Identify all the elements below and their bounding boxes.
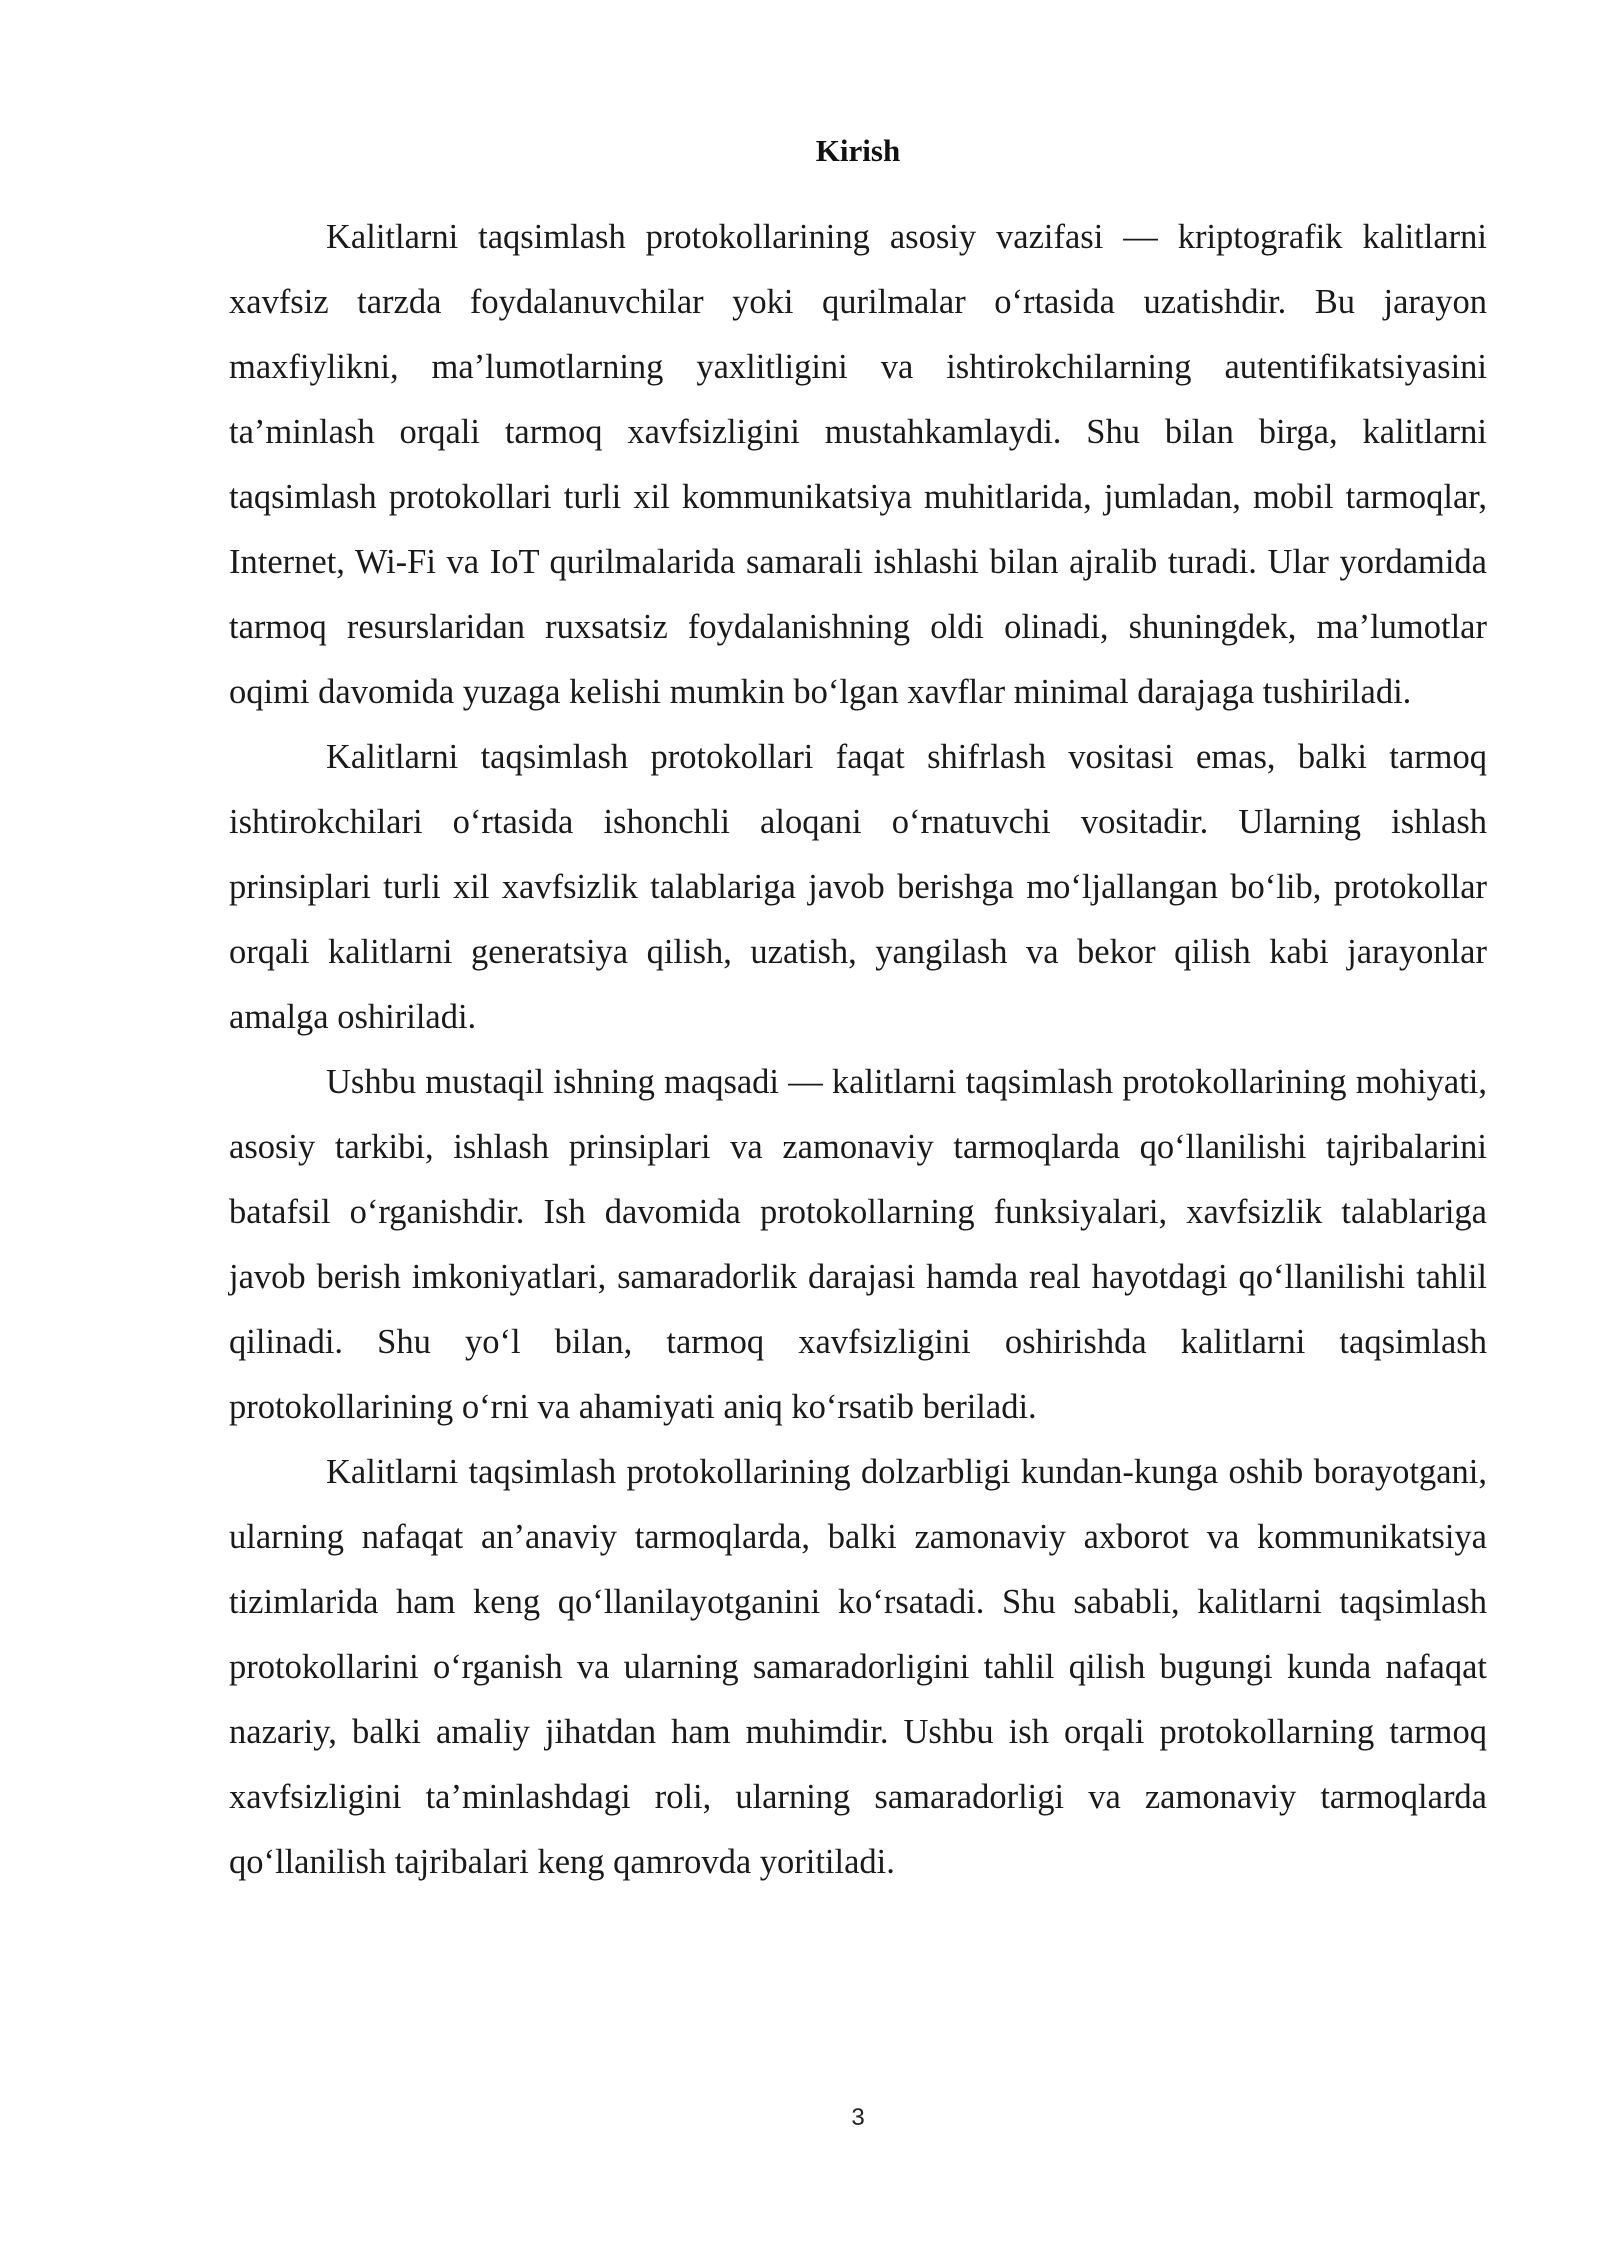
paragraph-3: Ushbu mustaqil ishning maqsadi — kalitlarni taqsimlash protokollarining mohiyati, asosiy tarkibi, ishlash prinsiplari va zamonaviy tarmoqlarda qo‘llanilishi tajribalarini batafsil o‘rganishdir. Ish davomida protokollarning funksiyalari, xavfsizlik talablariga javob berish imkoniyatlari, samaradorlik darajasi hamda real hayotdagi qo‘llanilishi tahlil qilinadi. Shu yo‘l bilan, tarmoq xavfsizligini oshirishda kalitlarni taqsimlash protokollarining o‘rni va ahamiyati aniq ko‘rsatib beriladi. [229,1063,1487,1426]
page-number: 3 [851,2104,865,2131]
paragraph-2: Kalitlarni taqsimlash protokollari faqat shifrlash vositasi emas, balki tarmoq ishtirokchilari o‘rtasida ishonchli aloqani o‘rnatuvchi vositadir. Ularning ishlash prinsiplari turli xil xavfsizlik talablariga javob berishga mo‘ljallangan bo‘lib, protokollar orqali kalitlarni generatsiya qilish, uzatish, yangilash va bekor qilish kabi jarayonlar amalga oshiriladi. [229,738,1487,1036]
document-body [229,205,1487,1895]
paragraph-1: Kalitlarni taqsimlash protokollarining asosiy vazifasi — kriptografik kalitlarni xavfsiz tarzda foydalanuvchilar yoki qurilmalar o‘rtasida uzatishdir. Bu jarayon maxfiylikni, ma’lumotlarning yaxlitligini va ishtirokchilarning autentifikatsiyasini ta’minlash orqali tarmoq xavfsizligini mustahkamlaydi. Shu bilan birga, kalitlarni taqsimlash protokollari turli xil kommunikatsiya muhitlarida, jumladan, mobil tarmoqlar, Internet, Wi-Fi va IoT qurilmalarida samarali ishlashi bilan ajralib turadi. Ular yordamida tarmoq resurslaridan ruxsatsiz foydalanishning oldi olinadi, shuningdek, ma’lumotlar oqimi davomida yuzaga kelishi mumkin bo‘lgan xavflar minimal darajaga tushiriladi. [229,218,1487,711]
section-heading: Kirish [815,133,901,168]
paragraph-4: Kalitlarni taqsimlash protokollarining dolzarbligi kundan-kunga oshib borayotgani, ularning nafaqat an’anaviy tarmoqlarda, balki zamonaviy axborot va kommunikatsiya tizimlarida ham keng qo‘llanilayotganini ko‘rsatadi. Shu sababli, kalitlarni taqsimlash protokollarini o‘rganish va ularning samaradorligini tahlil qilish bugungi kunda nafaqat nazariy, balki amaliy jihatdan ham muhimdir. Ushbu ish orqali protokollarning tarmoq xavfsizligini ta’minlashdagi roli, ularning samaradorligi va zamonaviy tarmoqlarda qo‘llanilish tajribalari keng qamrovda yoritiladi. [229,1453,1487,1881]
